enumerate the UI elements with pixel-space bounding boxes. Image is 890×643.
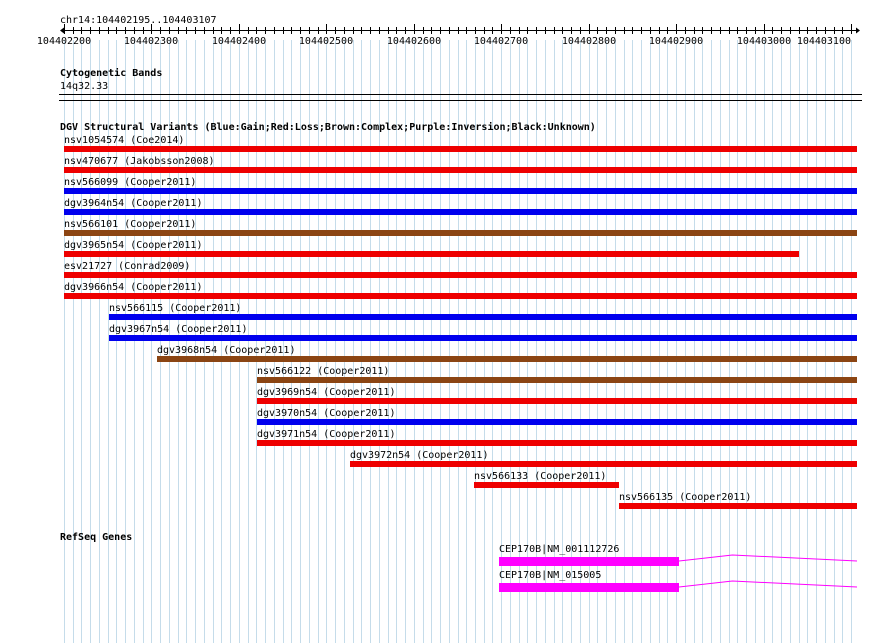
dgv-feature-label[interactable]: dgv3969n54 (Cooper2011) (257, 387, 396, 398)
location-label: chr14:104402195..104403107 (60, 15, 217, 26)
ruler-tick-label: 104402300 (123, 36, 179, 47)
dgv-feature-bar[interactable] (64, 167, 857, 173)
ruler-tick-label: 104402500 (298, 36, 354, 47)
dgv-feature-label[interactable]: nsv1054574 (Coe2014) (64, 135, 185, 146)
refseq-gene-label[interactable]: CEP170B|NM_015005 (499, 570, 602, 581)
dgv-feature-label[interactable]: nsv470677 (Jakobsson2008) (64, 156, 215, 167)
dgv-feature-bar[interactable] (257, 419, 857, 425)
dgv-feature-label[interactable]: dgv3967n54 (Cooper2011) (109, 324, 248, 335)
ruler-tick-label: 104402400 (211, 36, 267, 47)
cytoband-label[interactable]: 14q32.33 (60, 81, 109, 92)
ruler-tick-label: 104402800 (561, 36, 617, 47)
ruler-tick-label: 104402700 (473, 36, 529, 47)
dgv-feature-bar[interactable] (257, 440, 857, 446)
dgv-feature-label[interactable]: dgv3972n54 (Cooper2011) (350, 450, 489, 461)
dgv-feature-bar[interactable] (474, 482, 619, 488)
dgv-feature-label[interactable]: esv21727 (Conrad2009) (64, 261, 191, 272)
dgv-feature-bar[interactable] (64, 188, 857, 194)
dgv-feature-label[interactable]: dgv3964n54 (Cooper2011) (64, 198, 203, 209)
refseq-exon-block[interactable] (499, 557, 679, 566)
dgv-feature-label[interactable]: nsv566101 (Cooper2011) (64, 219, 197, 230)
dgv-feature-bar[interactable] (64, 209, 857, 215)
dgv-feature-bar[interactable] (257, 398, 857, 404)
ruler-right-arrow (856, 28, 860, 34)
dgv-feature-label[interactable]: nsv566115 (Cooper2011) (109, 303, 242, 314)
refseq-exon-block[interactable] (499, 583, 679, 592)
dgv-feature-bar[interactable] (619, 503, 857, 509)
dgv-feature-label[interactable]: dgv3968n54 (Cooper2011) (157, 345, 296, 356)
dgv-feature-bar[interactable] (64, 293, 857, 299)
dgv-feature-bar[interactable] (64, 251, 799, 257)
dgv-feature-label[interactable]: nsv566099 (Cooper2011) (64, 177, 197, 188)
intron-path (679, 555, 857, 561)
dgv-feature-bar[interactable] (350, 461, 857, 467)
dgv-feature-label[interactable]: dgv3965n54 (Cooper2011) (64, 240, 203, 251)
dgv-feature-label[interactable]: nsv566122 (Cooper2011) (257, 366, 390, 377)
dgv-feature-label[interactable]: dgv3971n54 (Cooper2011) (257, 429, 396, 440)
dgv-feature-bar[interactable] (64, 272, 857, 278)
dgv-feature-label[interactable]: nsv566135 (Cooper2011) (619, 492, 752, 503)
intron-path (679, 581, 857, 587)
dgv-feature-label[interactable]: dgv3970n54 (Cooper2011) (257, 408, 396, 419)
refseq-intron-line[interactable] (679, 577, 859, 597)
coordinate-ruler[interactable] (0, 0, 890, 60)
cytoband-line-top (59, 94, 862, 95)
dgv-feature-bar[interactable] (64, 230, 857, 236)
ruler-left-arrow (60, 28, 64, 34)
dgv-track-title: DGV Structural Variants (Blue:Gain;Red:Loss;Brown:Complex;Purple:Inversion;Black:Unknown) (60, 122, 596, 133)
ruler-tick-label: 104402200 (36, 36, 92, 47)
dgv-feature-bar[interactable] (257, 377, 857, 383)
dgv-feature-label[interactable]: dgv3966n54 (Cooper2011) (64, 282, 203, 293)
dgv-feature-bar[interactable] (64, 146, 857, 152)
ruler-tick-label: 104402600 (386, 36, 442, 47)
dgv-feature-bar[interactable] (157, 356, 857, 362)
cytoband-track-title: Cytogenetic Bands (60, 68, 163, 79)
dgv-feature-bar[interactable] (109, 314, 857, 320)
refseq-gene-label[interactable]: CEP170B|NM_001112726 (499, 544, 620, 555)
dgv-feature-label[interactable]: nsv566133 (Cooper2011) (474, 471, 607, 482)
refseq-track-title: RefSeq Genes (60, 532, 133, 543)
refseq-intron-line[interactable] (679, 551, 859, 571)
dgv-feature-bar[interactable] (109, 335, 857, 341)
ruler-tick-label: 104403100 (796, 36, 851, 47)
ruler-tick-label: 104403000 (736, 36, 792, 47)
cytoband-line-bottom (59, 100, 862, 101)
ruler-tick-label: 104402900 (648, 36, 704, 47)
